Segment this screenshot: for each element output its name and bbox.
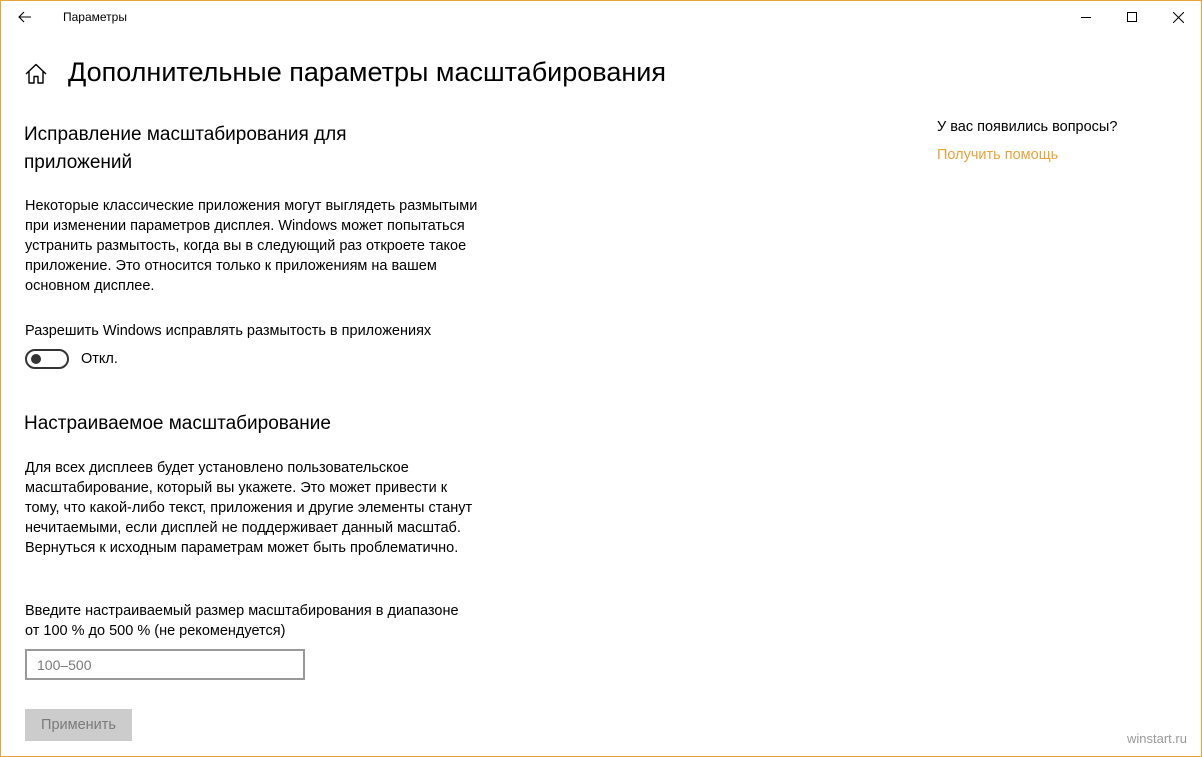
maximize-icon xyxy=(1127,12,1137,22)
custom-scaling-description: Для всех дисплеев будет установлено пользовательское масштабирование, который вы укажете. Это может привести к тому, что какой-либо текст, приложения и другие элементы станут нечитаемыми, если дисплей не поддерживает данный масштаб. Вернуться к исходным параметрам может быть проблематично. xyxy=(25,460,473,556)
close-icon xyxy=(1173,12,1184,23)
help-question: У вас появились вопросы? xyxy=(937,119,1118,135)
back-arrow-icon xyxy=(18,11,32,23)
home-button[interactable] xyxy=(23,61,49,87)
fix-scaling-description: Некоторые классические приложения могут выглядеть размытыми при изменении параметров дисплея. Windows может попытаться устранить размытость, когда вы в следующий раз откроете такое приложение. Это относится только к приложениям на вашем основном дисплее. xyxy=(25,198,478,294)
get-help-link[interactable]: Получить помощь xyxy=(937,147,1059,163)
scale-input-label: Введите настраиваемый размер масштабирования в диапазоне от 100 % до 500 % (не рекомендуется) xyxy=(25,603,459,639)
fix-blur-toggle-label: Разрешить Windows исправлять размытость в приложениях xyxy=(25,323,432,339)
custom-scale-input[interactable] xyxy=(25,649,305,680)
toggle-knob xyxy=(31,354,41,364)
page-title: Дополнительные параметры масштабирования xyxy=(68,57,666,87)
custom-scaling-title: Настраиваемое масштабирование xyxy=(24,413,331,434)
toggle-state-text: Откл. xyxy=(81,351,118,367)
minimize-icon xyxy=(1081,12,1091,22)
home-icon xyxy=(23,61,49,87)
apply-button[interactable]: Применить xyxy=(25,709,132,741)
close-button[interactable] xyxy=(1155,1,1201,33)
fix-blur-toggle[interactable] xyxy=(25,349,69,369)
back-button[interactable] xyxy=(9,1,41,33)
app-title: Параметры xyxy=(63,10,127,24)
title-bar xyxy=(1,1,1201,33)
minimize-button[interactable] xyxy=(1063,1,1109,33)
fix-scaling-title: Исправление масштабирования для приложений xyxy=(24,124,347,173)
maximize-button[interactable] xyxy=(1109,1,1155,33)
watermark: winstart.ru xyxy=(1127,731,1187,746)
